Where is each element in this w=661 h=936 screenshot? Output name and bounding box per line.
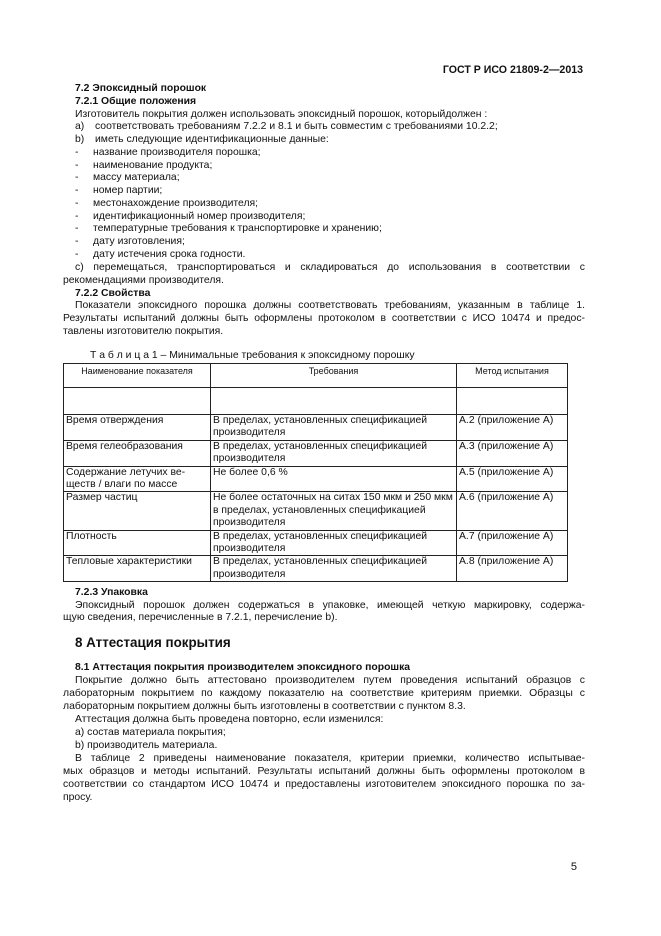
list-item-c-line1: с) перемещаться, транспортироваться и складироваться до использования в соответствии с: [75, 262, 585, 273]
section-7-2-3-line1: Эпоксидный порошок должен содержаться в упаковке, имеющей четкую маркировку, содержа-: [75, 600, 585, 611]
table-cell-method: А.5 (приложение А): [457, 466, 568, 492]
table-cell-name: Плотность: [64, 530, 211, 556]
list-dash: -: [75, 210, 79, 222]
table-cell-name: [64, 388, 211, 415]
table-row: [64, 440, 568, 466]
ident-list-item-text: наименование продукта;: [93, 159, 213, 171]
table-cell-name: Время гелеобразования: [64, 440, 211, 466]
column-header-requirements: Требования: [211, 364, 457, 388]
table-1-caption: [90, 350, 415, 363]
section-8-1-p1-line3: лабораторным покрытием должны быть изготовлены в соответствии с пунктом 8.3.: [63, 701, 466, 712]
section-7-2-1-intro: Изготовитель покрытия должен использовать эпоксидный порошок, которыйдолжен :: [75, 109, 488, 120]
table-row: [64, 388, 568, 415]
section-8-1-p3-line3: соответствии со стандартом ИСО 10474 и предоставлены изготовителем эпоксидного порошка по за-: [63, 779, 585, 790]
table-cell-name: Размер частиц: [64, 492, 211, 530]
section-7-2-3-line2: щую сведения, перечисленные в 7.2.1, перечисление b).: [63, 612, 338, 623]
table-1-caption-prefix: Т а б л и ц а 1: [90, 350, 158, 361]
table-1-body: [64, 388, 568, 582]
section-7-2-1-title: 7.2.1 Общие положения: [75, 96, 197, 107]
table-row: [64, 556, 568, 582]
table-row: [64, 466, 568, 492]
section-8-1-p3-line4: просу.: [63, 792, 93, 803]
section-7-2-2-line1: Показатели эпоксидного порошка должны соответствовать требованиям, указанным в таблице 1.: [75, 300, 585, 311]
table-cell-method: А.2 (приложение А): [457, 415, 568, 441]
list-dash: -: [75, 235, 79, 247]
table-cell-req: [211, 388, 457, 415]
table-cell-req: В пределах, установленных спецификацией производителя: [211, 556, 457, 582]
ident-list-item-text: массу материала;: [93, 172, 180, 184]
table-cell-method: А.7 (приложение А): [457, 530, 568, 556]
ident-list-item-text: идентификационный номер производителя;: [93, 210, 306, 222]
table-1: [63, 363, 568, 582]
table-cell-req: В пределах, установленных спецификацией производителя: [211, 440, 457, 466]
list-dash: -: [75, 197, 79, 209]
list-item-b-text: иметь следующие идентификационные данные:: [95, 134, 329, 145]
list-item-b-label: b): [75, 134, 85, 145]
table-header-row: [64, 364, 568, 388]
list-item-a-label: а): [75, 121, 85, 132]
table-cell-req: В пределах, установленных спецификацией производителя: [211, 530, 457, 556]
list-dash: -: [75, 248, 79, 260]
ident-list-item-text: дату истечения срока годности.: [93, 248, 246, 260]
ident-list-item-text: название производителя порошка;: [93, 147, 261, 158]
list-dash: -: [75, 172, 79, 184]
table-row: [64, 530, 568, 556]
table-row: [64, 492, 568, 530]
section-8-1-p3-line1: В таблице 2 приведены наименование показателя, критерии приемки, количество испытывае-: [75, 753, 585, 764]
ident-list-item-text: температурные требования к транспортировке и хранению;: [93, 223, 382, 235]
section-7-2-3-title: 7.2.3 Упаковка: [75, 587, 148, 598]
section-7-2-2-line2: Результаты испытаний должны быть оформлены протоколом в соответствии с ИСО 10474 и предос-: [63, 313, 585, 324]
list-dash: -: [75, 147, 79, 158]
section-8-1-p2-b: b) производитель материала.: [75, 740, 218, 751]
section-7-2-title: 7.2 Эпоксидный порошок: [75, 83, 207, 94]
column-header-name: Наименование показателя: [64, 364, 211, 388]
section-8-title: 8 Аттестация покрытия: [75, 635, 231, 650]
table-cell-name: Время отверждения: [64, 415, 211, 441]
table-cell-name: Тепловые характеристики: [64, 556, 211, 582]
list-dash: -: [75, 185, 79, 197]
ident-list-item-text: дату изготовления;: [93, 235, 185, 247]
table-cell-method: А.3 (приложение А): [457, 440, 568, 466]
list-item-a-text: соответствовать требованиям 7.2.2 и 8.1 и быть совместим с требованиями 10.2.2;: [95, 121, 498, 132]
list-dash: -: [75, 223, 79, 235]
ident-list-item-text: местонахождение производителя;: [93, 197, 259, 209]
table-cell-name: Содержание летучих ве-ществ / влаги по массе: [64, 466, 211, 492]
table-cell-method: А.6 (приложение А): [457, 492, 568, 530]
page-number: 5: [570, 861, 577, 873]
section-8-1-p1-line2: лабораторным покрытием по каждому показателю на соответствие критериям приемки. Образцы с: [63, 688, 585, 699]
section-8-1-p3-line2: мых образцов и методы испытаний. Результаты испытаний должны быть оформлены протоколом в: [63, 766, 585, 777]
section-7-2-2-title: 7.2.2 Свойства: [75, 288, 151, 299]
section-7-2-2-line3: тавлены изготовителю покрытия.: [63, 326, 224, 337]
table-cell-method: А.8 (приложение А): [457, 556, 568, 582]
document-id-header: ГОСТ Р ИСО 21809-2—2013: [442, 64, 583, 76]
list-item-c-line2: рекомендациями производителя.: [63, 275, 224, 286]
table-cell-req: Не более остаточных на ситах 150 мкм и 250 мкм в пределах, установленных спецификацией производителя: [211, 492, 457, 530]
section-8-1-title: 8.1 Аттестация покрытия производителем эпоксидного порошка: [75, 662, 411, 673]
section-8-1-p1-line1: Покрытие должно быть аттестовано производителем путем проведения испытаний образцов с: [75, 675, 585, 686]
table-row: [64, 415, 568, 441]
column-header-method: Метод испытания: [457, 364, 568, 388]
ident-list-item-text: номер партии;: [93, 185, 163, 197]
table-cell-method: [457, 388, 568, 415]
section-8-1-p2-a: a) состав материала покрытия;: [75, 727, 226, 738]
section-8-1-p2: Аттестация должна быть проведена повторно, если изменился:: [75, 714, 384, 725]
list-dash: -: [75, 159, 79, 171]
table-cell-req: В пределах, установленных спецификацией производителя: [211, 415, 457, 441]
table-1-caption-text: – Минимальные требования к эпоксидному порошку: [157, 350, 415, 361]
table-cell-req: Не более 0,6 %: [211, 466, 457, 492]
